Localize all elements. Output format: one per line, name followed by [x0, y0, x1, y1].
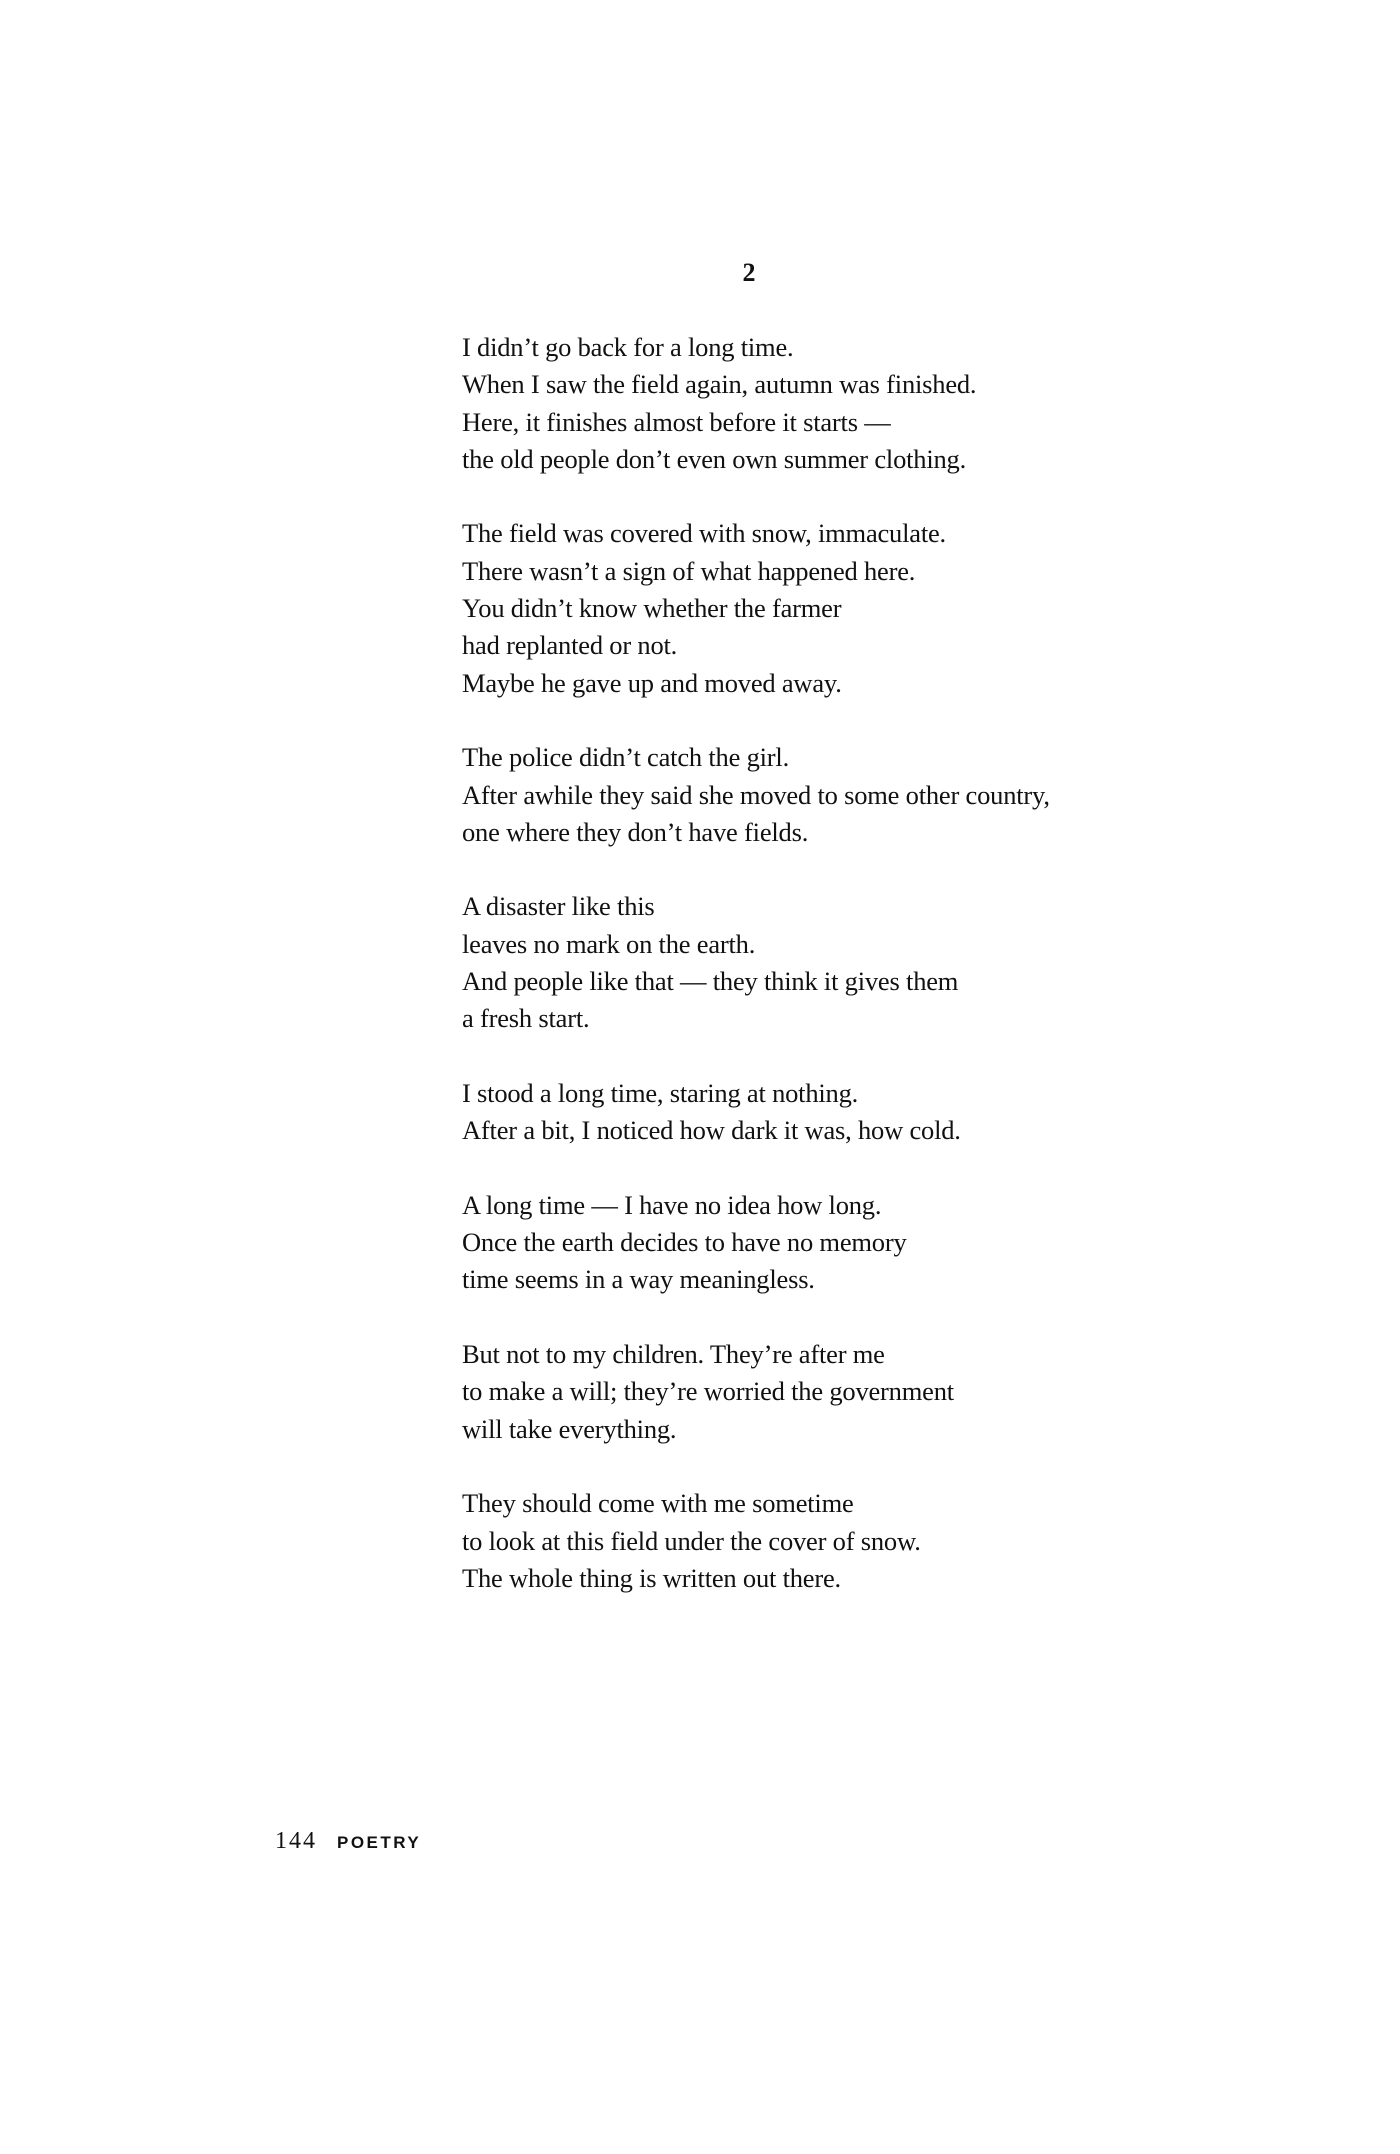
poem-line: After a bit, I noticed how dark it was, how cold. [462, 1115, 961, 1146]
stanza [462, 1075, 1222, 1150]
poem-line: Here, it finishes almost before it starts — [462, 406, 891, 437]
poem-line: You didn’t know whether the farmer [462, 593, 842, 624]
poem-line: There wasn’t a sign of what happened here. [462, 555, 916, 586]
poem-line: I stood a long time, staring at nothing. [462, 1077, 859, 1108]
poem-line: A long time — I have no idea how long. [462, 1189, 882, 1220]
poem-line: I didn’t go back for a long time. [462, 332, 794, 362]
poem-line: The field was covered with snow, immaculate. [462, 518, 946, 549]
stanza [462, 1485, 1222, 1597]
poem-line: Once the earth decides to have no memory [462, 1227, 907, 1258]
poem-line: But not to my children. They’re after me [462, 1339, 885, 1370]
poem-line: The police didn’t catch the girl. [462, 742, 789, 773]
stanza [462, 515, 1222, 701]
stanza [462, 1187, 1222, 1299]
poem-line: the old people don’t even own summer clothing. [462, 443, 967, 474]
poem-line: After awhile they said she moved to some other country, [462, 779, 1050, 810]
poem-body [462, 329, 1222, 1597]
poem-line: a fresh start. [462, 1003, 590, 1034]
stanza [462, 329, 1222, 478]
page-number: 144 [275, 1828, 317, 1854]
poem-line: time seems in a way meaningless. [462, 1264, 815, 1295]
poem-line: to make a will; they’re worried the government [462, 1376, 954, 1407]
stanza [462, 1336, 1222, 1448]
poem-line: They should come with me sometime [462, 1488, 854, 1519]
stanza [462, 739, 1222, 851]
journal-name: POETRY [337, 1833, 422, 1852]
page-footer [275, 1828, 421, 1852]
poem-line: And people like that — they think it gives them [462, 966, 959, 997]
poem-line: leaves no mark on the earth. [462, 928, 756, 959]
poem-line: Maybe he gave up and moved away. [462, 667, 842, 698]
poem-line: A disaster like this [462, 891, 655, 922]
stanza [462, 888, 1222, 1037]
section-number: 2 [742, 258, 756, 287]
poem-line: one where they don’t have fields. [462, 816, 809, 847]
poem-line: When I saw the field again, autumn was finished. [462, 369, 977, 400]
poem-line: The whole thing is written out there. [462, 1562, 841, 1593]
poem-line: to look at this field under the cover of snow. [462, 1525, 921, 1556]
poem-line: will take everything. [462, 1413, 677, 1444]
poem-line: had replanted or not. [462, 630, 678, 661]
